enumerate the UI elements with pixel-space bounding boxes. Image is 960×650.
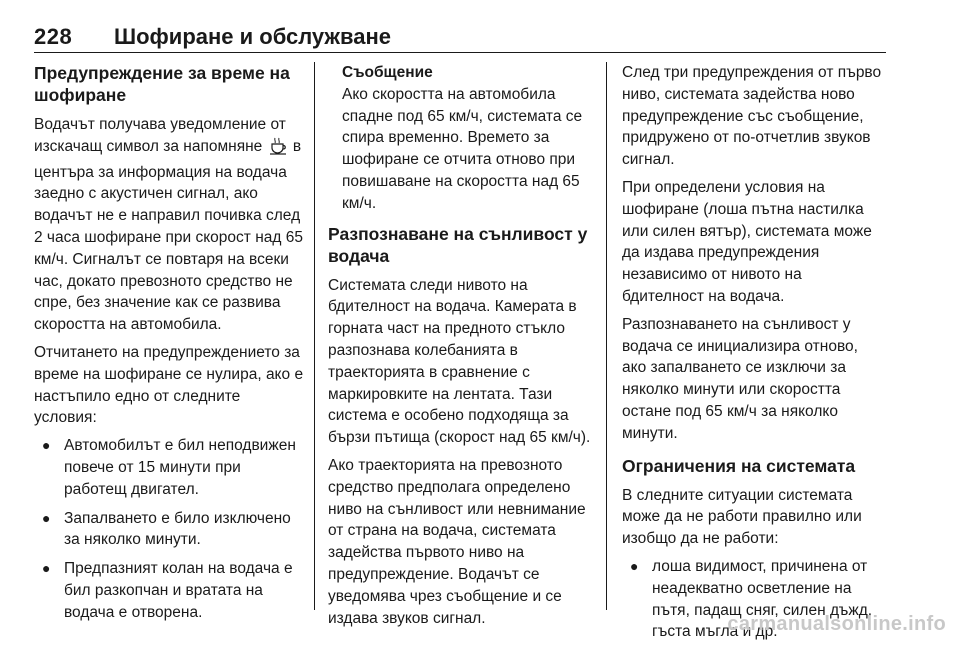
column-divider [314, 62, 315, 610]
bullet-icon: ● [42, 509, 51, 526]
paragraph-text: Водачът получава уведомление от изскачащ символ за напомняне [34, 116, 286, 155]
list-item [34, 558, 306, 623]
column-3 [622, 62, 884, 650]
page-header [34, 24, 886, 53]
watermark: carmanualsonline.info [727, 613, 946, 635]
list-item-text: Запалването е било изключено за няколко минути. [64, 509, 291, 549]
section-heading-limitations: Ограничения на системата [622, 455, 856, 476]
list-item-text: Предпазният колан на водача е бил разкопчан и вратата на водача е отворена. [64, 560, 293, 621]
message-title: Съобщение [342, 64, 433, 81]
bullet-icon: ● [42, 560, 51, 577]
chapter-title: Шофиране и обслужване [114, 24, 392, 49]
list-item-text: лоша видимост, причинена от неадекватно осветление на пътя, падащ сняг, силен дъжд, гъста мъгла и др. [652, 557, 873, 641]
paragraph-drowsiness-monitoring: Системата следи нивото на бдителност на водача. Камерата в горната част на предното стъкло разпознава колебанията в траекторията в сравнение с маркировките на лентата. Тази система е особено подходяща за бързи пътища (скорост над 65 км/ч). [328, 276, 591, 447]
section-heading-drowsiness: Разпознаване на сънливост у водача [328, 223, 588, 266]
reset-conditions-list [34, 435, 306, 623]
section-heading-driving-time: Предупреждение за време на шофиране [34, 63, 290, 105]
list-item [34, 435, 306, 500]
column-divider [606, 62, 607, 610]
paragraph-conditions-warning: При определени условия на шофиране (лоша пътна настилка или силен вятър), системата може да издава предупреждения независимо от нивото на бдителност на водача. [622, 178, 872, 305]
list-item [34, 508, 306, 552]
paragraph-limitations-intro: В следните ситуации системата може да не работи правилно или изобщо да не работи: [622, 486, 862, 548]
coffee-cup-icon [269, 137, 289, 162]
list-item-text: Автомобилът е бил неподвижен повече от 15 минути при работещ двигател. [64, 437, 296, 498]
message-text: Ако скоростта на автомобила спадне под 65 км/ч, системата се спира временно. Времето за шофиране се отчита отново при повишаване на скоростта над 65 км/ч. [342, 85, 583, 212]
paragraph-second-level-warning: След три предупреждения от първо ниво, системата задейства ново предупреждение със съобщение, придружено от по-отчетлив звуков сигнал. [622, 64, 882, 169]
column-1 [34, 62, 306, 631]
paragraph-driving-time-intro [34, 114, 306, 336]
paragraph-reinitialize: Разпознаването на сънливост у водача се инициализира отново, ако запалването се изключи за няколко минути или скоростта остане под 65 км/ч за няколко минути. [622, 315, 858, 442]
paragraph-text: в центъра за информация на водача заедно с акустичен сигнал, ако водачът не е направил почивка след 2 часа шофиране при скорост над 65 км/ч. Сигналът се повтаря на всеки час, докато превозното средство не спре, без значение как се развива скоростта на автомобила. [34, 137, 303, 334]
paragraph-reset-conditions: Отчитането на предупреждението за време на шофиране се нулира, ако е настъпило едно от следните условия: [34, 343, 304, 427]
page-number: 228 [34, 24, 73, 49]
paragraph-first-level-warning: Ако траекторията на превозното средство предполага определено ниво на сънливост или невнимание от страна на водача, системата задейства първото ниво на предупреждение. Водачът се уведомява чрез съобщение и се издава звуков сигнал. [328, 456, 586, 627]
bullet-icon: ● [630, 557, 639, 574]
column-2 [328, 62, 592, 635]
bullet-icon: ● [42, 437, 51, 454]
